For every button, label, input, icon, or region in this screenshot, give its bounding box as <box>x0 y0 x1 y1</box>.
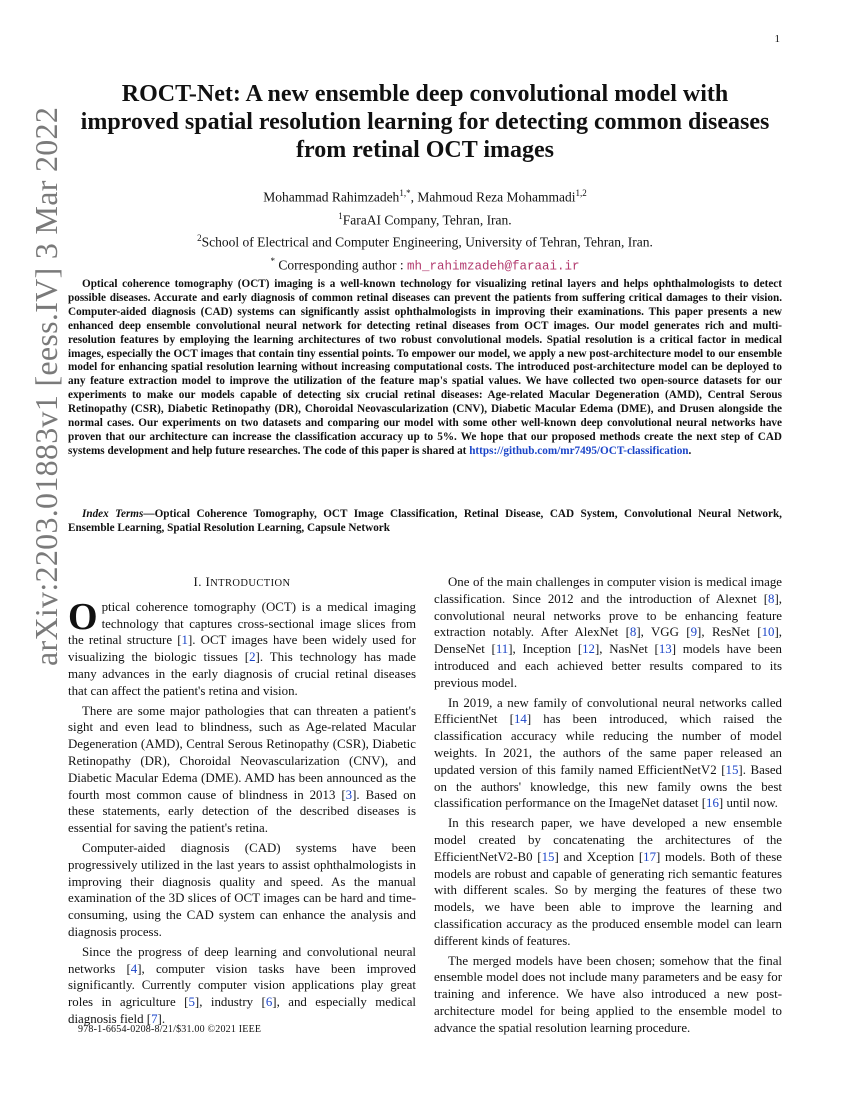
page-number: 1 <box>774 33 780 45</box>
citation-link[interactable]: 5 <box>188 995 195 1010</box>
author-affiliation-marker: 1,* <box>399 188 411 198</box>
abstract-end: . <box>688 444 692 457</box>
citation-link[interactable]: 2 <box>249 650 256 665</box>
citation-link[interactable]: 7 <box>151 1011 158 1026</box>
citation-link[interactable]: 13 <box>658 642 672 657</box>
citation-link[interactable]: 15 <box>725 762 739 777</box>
affiliation-text: FaraAI Company, Tehran, Iran. <box>342 212 512 227</box>
citation-link[interactable]: 17 <box>643 849 657 864</box>
citation-link[interactable]: 15 <box>541 849 555 864</box>
section-title-rest: NTRODUCTION <box>210 578 291 589</box>
section-title-initial: I <box>205 575 211 589</box>
paper-title: ROCT-Net: A new ensemble deep convolutional model with improved spatial resolution learning for detecting common diseases from retinal OCT images <box>80 81 770 163</box>
intro-paragraph <box>68 595 416 700</box>
section-heading-introduction <box>68 574 416 593</box>
corresponding-email-link[interactable]: mh_rahimzadeh@faraai.ir <box>406 259 580 273</box>
right-column <box>434 574 782 1040</box>
corresponding-marker: * <box>270 255 275 266</box>
drop-cap-letter: O <box>68 595 98 638</box>
citation-link[interactable]: 8 <box>768 591 775 606</box>
affiliation-text: School of Electrical and Computer Engineering, University of Tehran, Tehran, Iran. <box>201 234 653 250</box>
citation-link[interactable]: 9 <box>690 625 698 640</box>
affiliation-line <box>80 207 770 230</box>
arxiv-identifier-stamp: arXiv:2203.01883v1 [eess.IV] 3 Mar 2022 <box>28 106 64 666</box>
author-name: Mahmoud Reza Mohammadi <box>417 189 576 205</box>
citation-link[interactable]: 14 <box>513 712 527 727</box>
affiliation-marker: 1 <box>338 210 343 221</box>
corresponding-author-line <box>80 252 770 276</box>
paragraph-text: ptical coherence tomography (OCT) is a medical imaging technology that captures cross-sectional image slices from the retinal structure [1]. OCT images have been widely used for visualizing the biologic tissues [2]. This technology has made many advances in the early diagnosis of crucial retinal diseases that can affect the patient's retina and vision. <box>68 599 416 698</box>
intro-paragraph: Computer-aided diagnosis (CAD) systems have been progressively utilized in the last years to assist ophthalmologists in improving their diagnosis quality and speed. As the manual examination of the 3D slices of OCT images can be hard and time-consuming, using the CAD system can enhance the analysis and diagnosis process. <box>68 840 416 939</box>
intro-paragraph: There are some major pathologies that can threaten a patient's sight and even lead to blindness, such as Age-related Macular Degeneration (AMD), Central Serous Retinopathy (CSR), Diabetic Retinopathy (DR), Choroidal Neovascularization (CNV), and Diabetic Macular Edema (DME). AMD has been announced as the fourth most common cause of blindness in 2013 [3]. Based on these statements, early detection of the described diseases is essential for saving the patient's retina. <box>68 703 416 836</box>
citation-link[interactable]: 4 <box>130 961 138 976</box>
author-line <box>80 184 770 207</box>
citation-link[interactable]: 10 <box>761 625 775 640</box>
section-numeral: I. <box>193 575 206 589</box>
corresponding-label: Corresponding author : <box>274 257 407 272</box>
citation-link[interactable]: 12 <box>582 642 595 657</box>
affiliation-line <box>80 229 770 252</box>
left-column <box>68 574 416 1031</box>
intro-paragraph: One of the main challenges in computer vision is medical image classification. Since 2012 and the introduction of Alexnet [8], convolutional neural networks prove to be enhancing feature extraction notably. After AlexNet [8], VGG [9], ResNet [10], DenseNet [11], Inception [12], NasNet [13] models have been introduced and each achieved better results compared to its previous model. <box>434 575 782 690</box>
intro-paragraph: The merged models have been chosen; somehow that the final ensemble model does not include many parameters and be easy for training and inference. We have also introduced a new post-architecture model for being applied to the ensemble model to advance the spatial resolution learning procedure. <box>434 953 782 1035</box>
author-block <box>80 184 770 275</box>
author-name: Mohammad Rahimzadeh <box>263 189 400 205</box>
intro-paragraph: Since the progress of deep learning and convolutional neural networks [4], computer vision tasks have been improved significantly. Currently computer vision applications play great roles in agriculture [5], industry [6], and especially medical diagnosis field [7]. <box>68 944 417 1026</box>
index-terms <box>68 508 782 536</box>
citation-link[interactable]: 8 <box>629 625 637 640</box>
index-terms-text: —Optical Coherence Tomography, OCT Image Classification, Retinal Disease, CAD System, Convolutional Neural Network, Ensemble Learning, Spatial Resolution Learning, Capsule Network <box>68 508 782 534</box>
citation-link[interactable]: 6 <box>265 995 273 1010</box>
citation-link[interactable]: 1 <box>181 633 188 648</box>
copyright-footer: 978-1-6654-0208-8/21/$31.00 ©2021 IEEE <box>78 1024 262 1035</box>
author-separator: , <box>410 189 418 205</box>
code-repository-link[interactable]: https://github.com/mr7495/OCT-classification <box>469 444 689 457</box>
intro-paragraph: In 2019, a new family of convolutional neural networks called EfficientNet [14] has been introduced, which raised the classification accuracy while reducing the number of model weights. In 2021, the authors of the same paper released an updated version of this family named EfficientNetV2 [15]. Based on the authors' knowledge, this new family owns the best classification performance on the ImageNet dataset [16] until now. <box>434 695 782 811</box>
index-terms-label: Index Terms <box>82 508 144 520</box>
author-affiliation-marker: 1,2 <box>575 188 587 198</box>
abstract <box>68 278 782 459</box>
affiliation-marker: 2 <box>197 233 202 243</box>
citation-link[interactable]: 11 <box>495 642 509 657</box>
citation-link[interactable]: 16 <box>706 796 719 811</box>
intro-paragraph: In this research paper, we have developed a new ensemble model created by concatenating the architectures of the EfficientNetV2-B0 [15] and Xception [17] models. Both of these models are robust and capable of generating rich semantic features with different scales. So by merging the features of these two models, we have been able to improve the learning and classification accuracy as the produced ensemble model can learn different kinds of features. <box>434 816 782 948</box>
abstract-text: Optical coherence tomography (OCT) imaging is a well-known technology for visualizing retinal layers and helps ophthalmologists to detect possible diseases. Accurate and early diagnosis of common retinal diseases can prevent the patients from suffering critical damages to their vision. Computer-aided diagnosis (CAD) systems can significantly assist ophthalmologists in improving their examinations. This paper presents a new enhanced deep ensemble convolutional neural network for detecting retinal diseases from OCT images. Our model generates rich and multi-resolution features by employing the learning architectures of two robust convolutional models. Spatial resolution is a critical factor in medical images, especially the OCT images that contain tiny essential points. To empower our model, we apply a new post-architecture model to our ensemble model for enhancing spatial resolution learning without increasing computational costs. The introduced post-architecture model can be deployed to any feature extraction model to improve the utilization of the feature map's spatial values. We have collected two open-source datasets for our experiments to make our models capable of detecting six crucial retinal diseases: Age-related Macular Degeneration (AMD), Central Serous Retinopathy (CSR), Diabetic Retinopathy (DR), Choroidal Neovascularization (CNV), Diabetic Macular Edema (DME), and Drusen alongside the normal cases. Our experiments on two datasets and comparing our model with some other well-known deep convolutional neural networks have proven that our architecture can increase the classification accuracy up to 5%. We hope that our proposed methods create the next step of CAD systems development and help future researches. The code of this paper is shared at <box>68 278 782 457</box>
citation-link[interactable]: 3 <box>345 787 353 802</box>
